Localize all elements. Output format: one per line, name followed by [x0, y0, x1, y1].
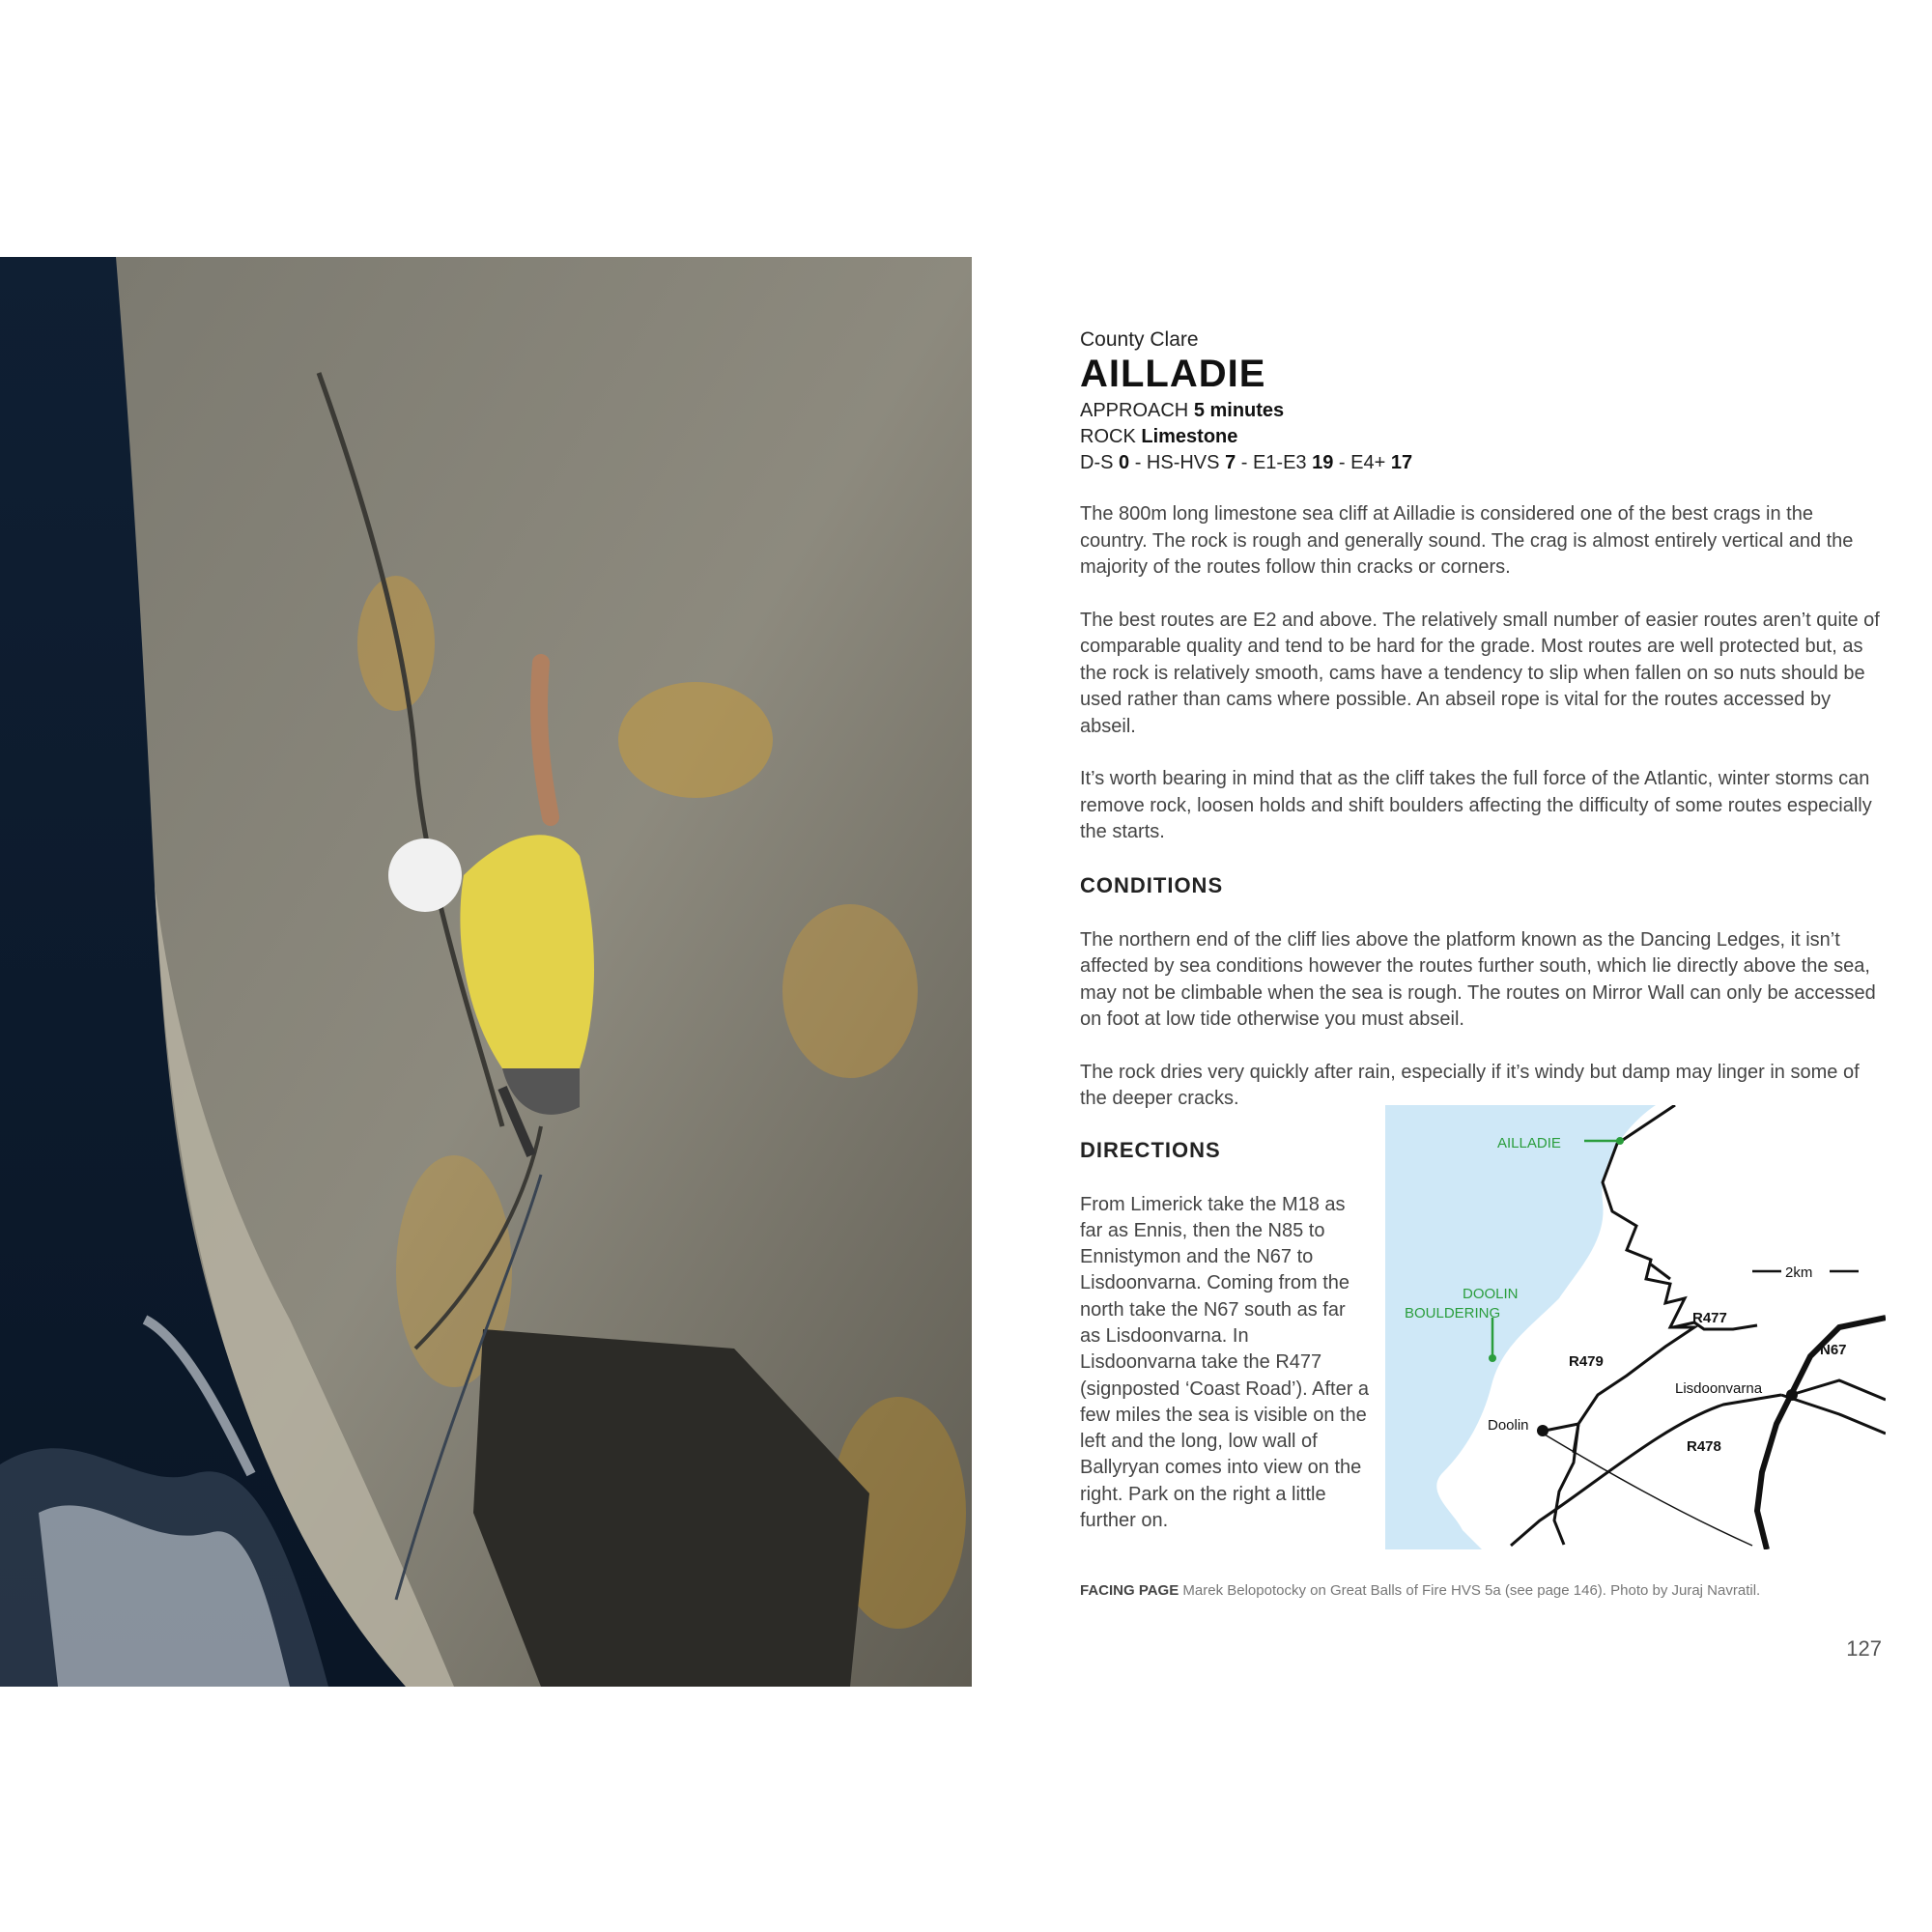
sea-area [1385, 1105, 1656, 1549]
grade-line: D-S 0 - HS-HVS 7 - E1-E3 19 - E4+ 17 [1080, 452, 1413, 473]
grade-count: 7 [1225, 452, 1236, 473]
grade-label: D-S [1080, 452, 1114, 473]
label-scale: 2km [1785, 1264, 1813, 1281]
label-ailladie: AILLADIE [1497, 1135, 1561, 1151]
label-r479: R479 [1569, 1353, 1604, 1370]
climbing-photo [0, 257, 972, 1687]
label-doolin: DOOLIN [1463, 1286, 1519, 1302]
crag-title: AILLADIE [1080, 353, 1266, 395]
caption-text: Marek Belopotocky on Great Balls of Fire HVS 5a (see page 146). Photo by Juraj Navratil. [1182, 1582, 1761, 1599]
rock-label: ROCK [1080, 426, 1136, 447]
label-lisdoonvarna: Lisdoonvarna [1675, 1380, 1763, 1397]
intro-paragraph: The best routes are E2 and above. The relatively small number of easier routes aren’t quite of comparable quality and tend to be hard for the grade. Most routes are well protected but, as the rock is relatively smooth, cams have a tendency to slip when fallen on so nuts should be used rather than cams where possible. An abseil rope is vital for the routes accessed by abseil. [1080, 609, 1880, 737]
directions-paragraph: From Limerick take the M18 as far as Ennis, then the N85 to Ennistymon and the N67 to Lisdoonvarna. Coming from the north take the N67 south as far as Lisdoonvarna. In Lisdoonvarna take the R477 (signposted ‘Coast Road’). After a few miles the sea is visible on the left and the long, low wall of Ballyryan comes into view on the right. Park on the right a little further on. [1080, 1193, 1370, 1532]
approach-label: APPROACH [1080, 400, 1189, 421]
intro-paragraph: The 800m long limestone sea cliff at Ailladie is considered one of the best crags in the country. The rock is rough and generally sound. The crag is almost entirely vertical and the majority of the routes follow thin cracks or corners. [1080, 503, 1854, 578]
doolin-bouldering-marker [1489, 1354, 1496, 1362]
conditions-paragraph: The northern end of the cliff lies above the platform known as the Dancing Ledges, it isn’t affected by sea conditions however the routes further south, which lie directly above the sea, may not be climbable when the sea is rough. The routes on Mirror Wall can only be accessed on foot at low tide otherwise you must abseil. [1080, 928, 1876, 1030]
approach-value: 5 minutes [1193, 400, 1285, 421]
caption-label: FACING PAGE [1080, 1582, 1179, 1599]
region-label: County Clare [1080, 328, 1199, 351]
lisdoonvarna-marker [1786, 1389, 1798, 1401]
grade-count: 19 [1312, 452, 1334, 473]
rock-value: Limestone [1141, 426, 1238, 447]
directions-heading: DIRECTIONS [1080, 1137, 1221, 1162]
r478-road [1511, 1395, 1781, 1546]
grade-count: 17 [1390, 452, 1413, 473]
approach-line [1080, 398, 1884, 424]
label-r477: R477 [1692, 1310, 1727, 1326]
rock-line [1080, 424, 1884, 450]
location-map [1385, 1105, 1886, 1549]
photo-caption [1080, 1582, 1760, 1599]
label-r478: R478 [1687, 1438, 1721, 1455]
page-number: 127 [1846, 1636, 1882, 1661]
label-doolin-village: Doolin [1488, 1417, 1529, 1434]
intro-paragraph: It’s worth bearing in mind that as the cliff takes the full force of the Atlantic, winter storms can remove rock, loosen holds and shift boulders affecting the difficulty of some routes especially the starts. [1080, 768, 1872, 842]
conditions-paragraph: The rock dries very quickly after rain, especially if it’s windy but damp may linger in some of the deeper cracks. [1080, 1061, 1860, 1109]
grade-label: HS-HVS [1146, 452, 1220, 473]
label-bouldering: BOULDERING [1405, 1305, 1501, 1321]
doolin-marker [1537, 1425, 1548, 1436]
grade-count: 0 [1119, 452, 1130, 473]
ailladie-marker [1616, 1137, 1624, 1145]
grade-label: E4+ [1350, 452, 1386, 473]
grade-label: E1-E3 [1252, 452, 1307, 473]
label-n67: N67 [1820, 1342, 1847, 1358]
conditions-heading: CONDITIONS [1080, 872, 1224, 897]
